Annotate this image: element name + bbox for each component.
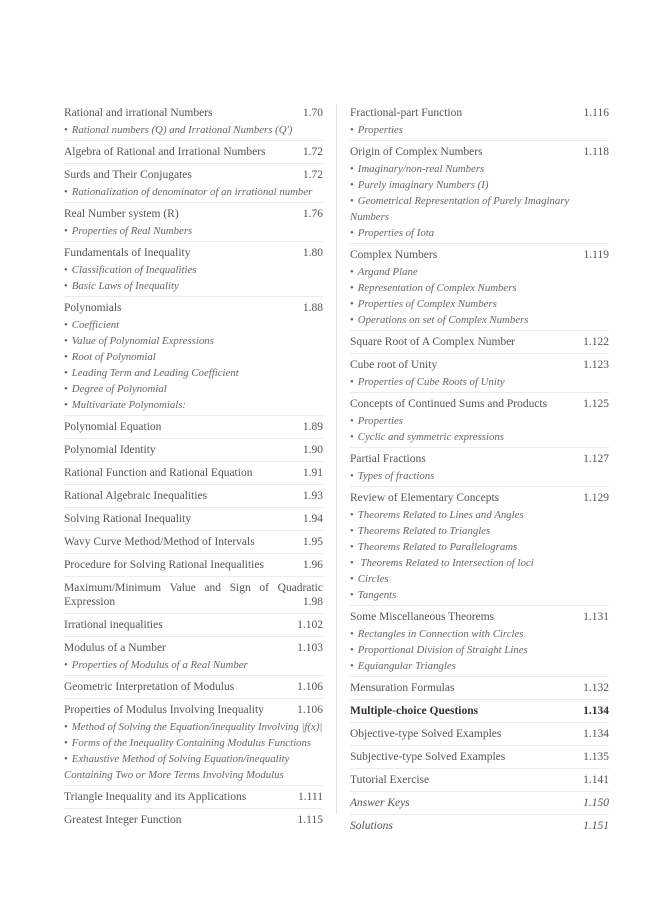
- toc-entry-page: 1.70: [302, 107, 323, 119]
- toc-entry[interactable]: [64, 788, 323, 806]
- toc-subtopic-text: Theorems Related to Lines and Angles: [357, 509, 524, 521]
- toc-entry-page: 1.96: [302, 559, 323, 571]
- toc-entry-title: Greatest Integer Function: [64, 814, 182, 826]
- toc-entry-page: 1.119: [583, 249, 609, 261]
- entry-separator: [350, 768, 609, 769]
- toc-entry-title: Some Miscellaneous Theorems: [350, 611, 495, 623]
- toc-subtopic[interactable]: [64, 122, 323, 138]
- toc-entry[interactable]: [350, 333, 609, 351]
- column-divider: [336, 104, 337, 814]
- toc-subtopic[interactable]: [350, 122, 609, 138]
- toc-entry-page: 1.98: [302, 596, 323, 608]
- toc-subtopic-text: Theorems Related to Intersection of loci: [357, 557, 534, 569]
- entry-separator: [64, 530, 323, 531]
- toc-subtopic-text: Tangents: [357, 589, 397, 601]
- toc-subtopic[interactable]: [64, 751, 323, 783]
- entry-separator: [350, 814, 609, 815]
- bullet-icon: •: [350, 266, 354, 278]
- toc-entry[interactable]: [350, 817, 609, 835]
- toc-entry-title: Fractional-part Function: [350, 107, 463, 119]
- toc-entry-title: Rational Algebraic Inequalities: [64, 490, 208, 502]
- toc-subtopic-text: Properties of Modulus of a Real Number: [71, 659, 248, 671]
- bullet-icon: •: [350, 644, 354, 656]
- toc-entry-page: 1.131: [583, 611, 609, 623]
- toc-subtopic-text: Representation of Complex Numbers: [357, 282, 517, 294]
- bullet-icon: •: [64, 264, 68, 276]
- toc-entry-title: Properties of Modulus Involving Inequality: [64, 704, 264, 716]
- toc-subtopic[interactable]: [64, 317, 323, 333]
- entry-separator: [64, 636, 323, 637]
- entry-separator: [64, 675, 323, 676]
- toc-entry-page: 1.125: [583, 398, 609, 410]
- toc-subtopic-text: Theorems Related to Parallelograms: [357, 541, 518, 553]
- toc-subtopic[interactable]: [64, 365, 323, 381]
- toc-entry-title: Review of Elementary Concepts: [350, 492, 500, 504]
- bullet-icon: •: [64, 399, 68, 411]
- entry-separator: [64, 484, 323, 485]
- entry-separator: [64, 241, 323, 242]
- toc-entry-title: Solutions: [350, 820, 393, 832]
- bullet-icon: •: [350, 124, 354, 136]
- bullet-icon: •: [350, 628, 354, 640]
- toc-entry[interactable]: [64, 701, 323, 719]
- toc-entry-page: 1.94: [302, 513, 323, 525]
- toc-entry-page: 1.72: [302, 169, 323, 181]
- toc-entry-title: Complex Numbers: [350, 249, 438, 261]
- toc-subtopic[interactable]: [64, 223, 323, 239]
- bullet-icon: •: [350, 179, 354, 191]
- toc-subtopic[interactable]: [64, 278, 323, 294]
- toc-subtopic-text: Properties of Cube Roots of Unity: [357, 376, 505, 388]
- toc-subtopic[interactable]: [350, 413, 609, 429]
- toc-entry[interactable]: [64, 639, 323, 657]
- bullet-icon: •: [350, 298, 354, 310]
- toc-entry-title: Polynomial Identity: [64, 444, 156, 456]
- entry-separator: [64, 140, 323, 141]
- toc-subtopic[interactable]: [350, 658, 609, 674]
- toc-subtopic-text: Value of Polynomial Expressions: [71, 335, 214, 347]
- toc-entry[interactable]: [64, 441, 323, 459]
- entry-separator: [64, 296, 323, 297]
- toc-subtopic-text: Purely imaginary Numbers (I): [357, 179, 489, 191]
- toc-entry-page: 1.72: [302, 146, 323, 158]
- toc-entry[interactable]: [350, 104, 609, 122]
- toc-entry[interactable]: [64, 166, 323, 184]
- toc-subtopic-text: Properties of Real Numbers: [71, 225, 193, 237]
- toc-entry-page: 1.151: [583, 820, 609, 832]
- toc-entry[interactable]: [64, 579, 323, 611]
- toc-subtopic-text: Argand Plane: [357, 266, 418, 278]
- toc-subtopic[interactable]: [350, 312, 609, 328]
- toc-entry[interactable]: [64, 244, 323, 262]
- toc-entry[interactable]: [350, 143, 609, 161]
- toc-entry-page: 1.134: [583, 705, 609, 717]
- toc-entry-title-line1: Maximum/Minimum Value and Sign of Quadratic: [64, 582, 323, 594]
- toc-entry[interactable]: [64, 464, 323, 482]
- toc-entry-title: Origin of Complex Numbers: [350, 146, 483, 158]
- toc-entry-title: Multiple-choice Questions: [350, 705, 479, 717]
- toc-entry-page: 1.123: [583, 359, 609, 371]
- bullet-icon: •: [350, 282, 354, 294]
- toc-entry-title: Tutorial Exercise: [350, 774, 430, 786]
- toc-subtopic[interactable]: [350, 468, 609, 484]
- toc-entry-page: 1.90: [302, 444, 323, 456]
- toc-subtopic-text: Rational numbers (Q) and Irrational Numbers (Q'): [71, 124, 293, 136]
- toc-subtopic-text: Theorems Related to Triangles: [357, 525, 491, 537]
- toc-subtopic[interactable]: [350, 161, 609, 177]
- toc-entry[interactable]: [350, 725, 609, 743]
- toc-subtopic-text: Equiangular Triangles: [357, 660, 456, 672]
- toc-entry[interactable]: [64, 616, 323, 634]
- toc-entry[interactable]: [64, 533, 323, 551]
- toc-entry-page: 1.103: [297, 642, 323, 654]
- bullet-icon: •: [64, 721, 68, 733]
- toc-entry-page: 1.102: [297, 619, 323, 631]
- toc-subtopic[interactable]: [350, 264, 609, 280]
- bullet-icon: •: [64, 225, 68, 237]
- bullet-icon: •: [64, 367, 68, 379]
- toc-entry-title: Concepts of Continued Sums and Products: [350, 398, 548, 410]
- toc-subtopic[interactable]: [64, 349, 323, 365]
- toc-entry[interactable]: [350, 489, 609, 507]
- bullet-icon: •: [64, 737, 68, 749]
- toc-subtopic[interactable]: [350, 507, 609, 523]
- toc-entry-page: 1.135: [583, 751, 609, 763]
- toc-subtopic-text: Types of fractions: [357, 470, 435, 482]
- bullet-icon: •: [64, 186, 68, 198]
- toc-subtopic[interactable]: [64, 397, 323, 413]
- toc-entry[interactable]: [350, 702, 609, 720]
- toc-subtopic-text: Forms of the Inequality Containing Modulus Functions: [71, 737, 312, 749]
- toc-subtopic-text: Properties: [357, 124, 403, 136]
- bullet-icon: •: [350, 470, 354, 482]
- toc-entry[interactable]: [64, 678, 323, 696]
- toc-entry[interactable]: [64, 104, 323, 122]
- toc-entry-title: Algebra of Rational and Irrational Numbers: [64, 146, 266, 158]
- toc-entry[interactable]: [64, 811, 323, 829]
- toc-subtopic[interactable]: [64, 719, 323, 735]
- entry-separator: [350, 392, 609, 393]
- entry-separator: [350, 447, 609, 448]
- toc-entry-page: 1.150: [583, 797, 609, 809]
- toc-entry-title: Fundamentals of Inequality: [64, 247, 191, 259]
- toc-entry-title: Square Root of A Complex Number: [350, 336, 516, 348]
- entry-separator: [64, 698, 323, 699]
- toc-entry-title: Subjective-type Solved Examples: [350, 751, 506, 763]
- toc-subtopic[interactable]: [350, 193, 609, 225]
- entry-separator: [64, 507, 323, 508]
- toc-right-column: [350, 104, 609, 835]
- toc-subtopic-text: Rationalization of denominator of an irrational number: [71, 186, 313, 198]
- bullet-icon: •: [350, 525, 354, 537]
- entry-separator: [350, 353, 609, 354]
- toc-subtopic[interactable]: [350, 539, 609, 555]
- toc-entry[interactable]: [350, 246, 609, 264]
- entry-separator: [350, 605, 609, 606]
- toc-entry[interactable]: [350, 450, 609, 468]
- entry-separator: [350, 676, 609, 677]
- entry-separator: [350, 243, 609, 244]
- toc-entry-title: Geometric Interpretation of Modulus: [64, 681, 235, 693]
- bullet-icon: •: [350, 195, 354, 207]
- toc-entry[interactable]: [350, 356, 609, 374]
- toc-subtopic-text: Operations on set of Complex Numbers: [357, 314, 529, 326]
- toc-subtopic-text: Coefficient: [71, 319, 120, 331]
- toc-entry-title-line2: Expression: [64, 596, 116, 608]
- toc-entry[interactable]: [350, 395, 609, 413]
- toc-entry-page: 1.76: [302, 208, 323, 220]
- toc-entry-page: 1.91: [302, 467, 323, 479]
- entry-separator: [350, 330, 609, 331]
- bullet-icon: •: [350, 509, 354, 521]
- toc-subtopic-text: Rectangles in Connection with Circles: [357, 628, 524, 640]
- bullet-icon: •: [350, 660, 354, 672]
- toc-entry-page: 1.93: [302, 490, 323, 502]
- toc-entry-title: Mensuration Formulas: [350, 682, 455, 694]
- entry-separator: [350, 699, 609, 700]
- toc-subtopic[interactable]: [350, 587, 609, 603]
- toc-entry-page: 1.127: [583, 453, 609, 465]
- toc-entry-title: Procedure for Solving Rational Inequalities: [64, 559, 264, 571]
- toc-subtopic[interactable]: [64, 657, 323, 673]
- entry-separator: [64, 576, 323, 577]
- toc-entry-page: 1.122: [583, 336, 609, 348]
- toc-entry-page: 1.111: [297, 791, 323, 803]
- toc-entry-title: Rational and irrational Numbers: [64, 107, 213, 119]
- toc-entry[interactable]: [64, 299, 323, 317]
- toc-subtopic[interactable]: [350, 642, 609, 658]
- toc-entry[interactable]: [64, 556, 323, 574]
- bullet-icon: •: [350, 541, 354, 553]
- entry-separator: [64, 808, 323, 809]
- toc-left-column: [64, 104, 323, 829]
- toc-entry[interactable]: [64, 205, 323, 223]
- toc-subtopic[interactable]: [350, 280, 609, 296]
- toc-subtopic-text: Circles: [357, 573, 389, 585]
- toc-entry-title: Surds and Their Conjugates: [64, 169, 192, 181]
- toc-entry-page: 1.89: [302, 421, 323, 433]
- toc-subtopic-text: Properties of Complex Numbers: [357, 298, 497, 310]
- entry-separator: [350, 722, 609, 723]
- bullet-icon: •: [350, 227, 354, 239]
- toc-entry-page: 1.129: [583, 492, 609, 504]
- toc-entry-page: 1.106: [297, 681, 323, 693]
- entry-separator: [64, 415, 323, 416]
- entry-separator: [350, 486, 609, 487]
- toc-entry-title: Polynomials: [64, 302, 122, 314]
- toc-entry[interactable]: [64, 143, 323, 161]
- toc-entry-title: Answer Keys: [350, 797, 410, 809]
- toc-subtopic[interactable]: [350, 177, 609, 193]
- toc-entry-page: 1.141: [583, 774, 609, 786]
- toc-entry-title: Wavy Curve Method/Method of Intervals: [64, 536, 255, 548]
- toc-entry-page: 1.132: [583, 682, 609, 694]
- toc-entry[interactable]: [350, 608, 609, 626]
- toc-subtopic[interactable]: [64, 735, 323, 751]
- toc-subtopic-text: Cyclic and symmetric expressions: [357, 431, 505, 443]
- toc-subtopic-text: Method of Solving the Equation/inequality Involving |f(x)|: [71, 721, 323, 733]
- toc-subtopic[interactable]: [350, 555, 609, 571]
- bullet-icon: •: [64, 124, 68, 136]
- toc-entry-page: 1.88: [302, 302, 323, 314]
- entry-separator: [64, 553, 323, 554]
- toc-subtopic-text: Root of Polynomial: [71, 351, 156, 363]
- bullet-icon: •: [64, 383, 68, 395]
- toc-entry[interactable]: [64, 418, 323, 436]
- toc-entry-title: Partial Fractions: [350, 453, 426, 465]
- toc-subtopic-text: Basic Laws of Inequality: [71, 280, 179, 292]
- entry-separator: [64, 163, 323, 164]
- toc-subtopic[interactable]: [350, 429, 609, 445]
- toc-entry[interactable]: [64, 487, 323, 505]
- toc-subtopic[interactable]: [350, 374, 609, 390]
- toc-subtopic[interactable]: [64, 262, 323, 278]
- bullet-icon: •: [350, 376, 354, 388]
- toc-subtopic[interactable]: [64, 333, 323, 349]
- toc-subtopic[interactable]: [350, 571, 609, 587]
- entry-separator: [64, 461, 323, 462]
- toc-entry-page: 1.134: [583, 728, 609, 740]
- toc-subtopic-text: Proportional Division of Straight Lines: [357, 644, 528, 656]
- toc-subtopic-text: Exhaustive Method of Solving Equation/inequality Containing Two or More Terms Involving Modulus: [64, 753, 290, 781]
- toc-subtopic[interactable]: [64, 184, 323, 200]
- toc-subtopic-text: Degree of Polynomial: [71, 383, 167, 395]
- toc-entry-title: Real Number system (R): [64, 208, 179, 220]
- bullet-icon: •: [64, 351, 68, 363]
- bullet-icon: •: [64, 659, 68, 671]
- toc-subtopic-text: Leading Term and Leading Coefficient: [71, 367, 239, 379]
- toc-entry-title: Polynomial Equation: [64, 421, 162, 433]
- bullet-icon: •: [64, 280, 68, 292]
- toc-entry-title: Objective-type Solved Examples: [350, 728, 502, 740]
- toc-entry[interactable]: [64, 510, 323, 528]
- entry-separator: [64, 613, 323, 614]
- toc-subtopic-text: Properties of Iota: [357, 227, 435, 239]
- toc-subtopic[interactable]: [350, 296, 609, 312]
- toc-entry[interactable]: [350, 771, 609, 789]
- toc-subtopic[interactable]: [350, 225, 609, 241]
- bullet-icon: •: [350, 314, 354, 326]
- toc-entry-title: Triangle Inequality and its Applications: [64, 791, 247, 803]
- toc-entry[interactable]: [350, 748, 609, 766]
- toc-entry-page: 1.95: [302, 536, 323, 548]
- toc-subtopic[interactable]: [64, 381, 323, 397]
- toc-entry-page: 1.116: [583, 107, 609, 119]
- bullet-icon: •: [350, 415, 354, 427]
- toc-subtopic-text: Classification of Inequalities: [71, 264, 197, 276]
- bullet-icon: •: [350, 431, 354, 443]
- toc-subtopic-text: Properties: [357, 415, 403, 427]
- toc-subtopic[interactable]: [350, 523, 609, 539]
- toc-subtopic-text: Geometrical Representation of Purely Imaginary Numbers: [350, 195, 570, 223]
- toc-entry[interactable]: [350, 679, 609, 697]
- toc-subtopic-text: Multivariate Polynomials:: [71, 399, 187, 411]
- toc-entry-page: 1.80: [302, 247, 323, 259]
- bullet-icon: •: [350, 573, 354, 585]
- toc-entry[interactable]: [350, 794, 609, 812]
- toc-entry-title: Modulus of a Number: [64, 642, 166, 654]
- bullet-icon: •: [64, 335, 68, 347]
- toc-subtopic-text: Imaginary/non-real Numbers: [357, 163, 485, 175]
- bullet-icon: •: [64, 753, 68, 765]
- toc-subtopic[interactable]: [350, 626, 609, 642]
- entry-separator: [64, 202, 323, 203]
- bullet-icon: •: [350, 557, 354, 569]
- entry-separator: [350, 140, 609, 141]
- entry-separator: [350, 745, 609, 746]
- entry-separator: [350, 791, 609, 792]
- bullet-icon: •: [350, 163, 354, 175]
- toc-entry-page: 1.115: [297, 814, 323, 826]
- entry-separator: [64, 438, 323, 439]
- toc-entry-page: 1.106: [297, 704, 323, 716]
- toc-entry-title: Cube root of Unity: [350, 359, 438, 371]
- toc-entry-page: 1.118: [583, 146, 609, 158]
- entry-separator: [64, 785, 323, 786]
- toc-entry-title: Irrational inequalities: [64, 619, 163, 631]
- bullet-icon: •: [64, 319, 68, 331]
- toc-entry-title: Rational Function and Rational Equation: [64, 467, 253, 479]
- bullet-icon: •: [350, 589, 354, 601]
- toc-entry-title: Solving Rational Inequality: [64, 513, 192, 525]
